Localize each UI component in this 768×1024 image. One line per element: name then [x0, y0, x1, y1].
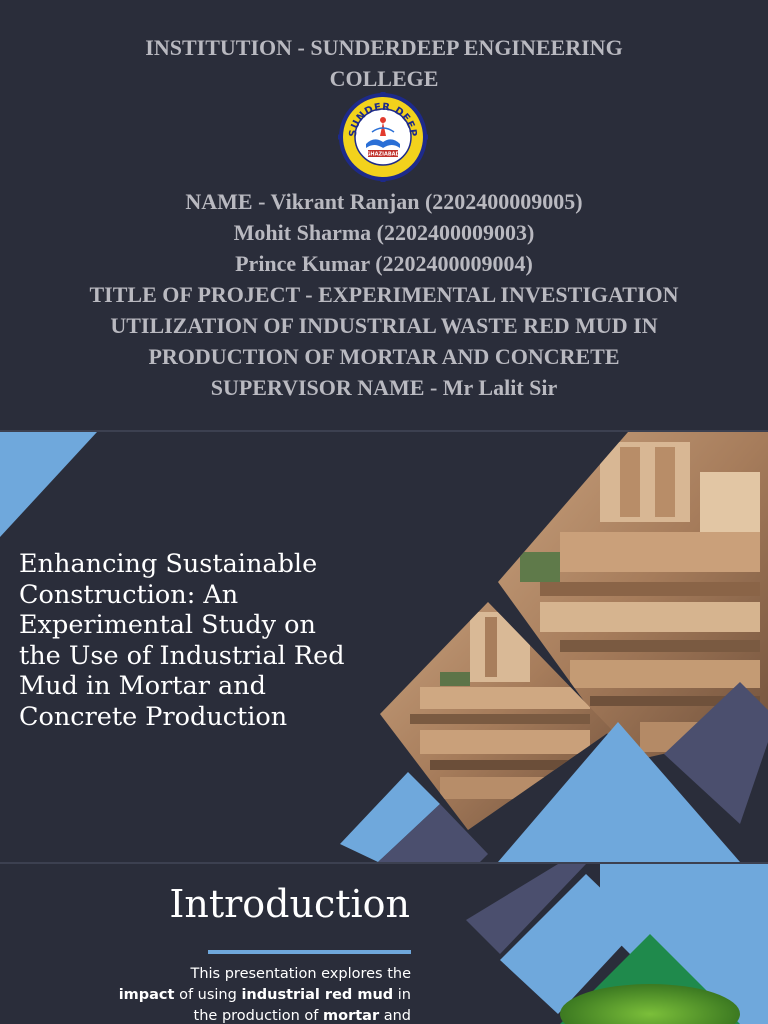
intro-body-line-3: the production of mortar and [193, 1008, 411, 1024]
project-title-line-1: TITLE OF PROJECT - EXPERIMENTAL INVESTIGATION [89, 282, 679, 307]
project-title-line-3: PRODUCTION OF MORTAR AND CONCRETE [148, 344, 620, 369]
student-project-info [20, 186, 748, 403]
cover-title-line: Concrete Production [19, 701, 288, 732]
cover-title-line: Experimental Study on [19, 610, 316, 640]
intro-title: Introduction [169, 882, 410, 926]
project-title-line-2: UTILIZATION OF INDUSTRIAL WASTE RED MUD IN [110, 313, 658, 338]
cover-slide [0, 432, 768, 862]
title-slide [0, 0, 768, 430]
cover-title-line: Enhancing Sustainable [19, 549, 318, 579]
cover-title-line: Construction: An [19, 579, 239, 610]
cover-title-line: Mud in Mortar and [19, 671, 266, 701]
intro-body-line-2: impact of using industrial red mud in [118, 987, 411, 1003]
institution-heading [60, 32, 708, 94]
institution-line-2: COLLEGE [329, 66, 439, 91]
cover-title [19, 549, 389, 732]
college-logo-icon [338, 92, 428, 182]
decor-diamond-topleft [0, 432, 97, 537]
student-name-1: NAME - Vikrant Ranjan (2202400009005) [185, 189, 583, 214]
logo-top-text: SUNDER DEEP [347, 101, 419, 138]
cover-title-line: the Use of Industrial Red [19, 640, 345, 671]
intro-body-text [91, 964, 411, 1024]
intro-title-underline [208, 950, 411, 954]
logo-bottom-text: GHAZIABAD [366, 151, 400, 158]
slide-divider [0, 430, 768, 432]
student-name-2: Mohit Sharma (2202400009003) [233, 220, 535, 245]
student-name-3: Prince Kumar (2202400009004) [235, 251, 533, 276]
supervisor-name: SUPERVISOR NAME - Mr Lalit Sir [210, 375, 558, 400]
introduction-slide [0, 864, 768, 1024]
institution-line-1: INSTITUTION - SUNDERDEEP ENGINEERING [145, 35, 623, 60]
intro-body-line-1: This presentation explores the [190, 966, 411, 982]
